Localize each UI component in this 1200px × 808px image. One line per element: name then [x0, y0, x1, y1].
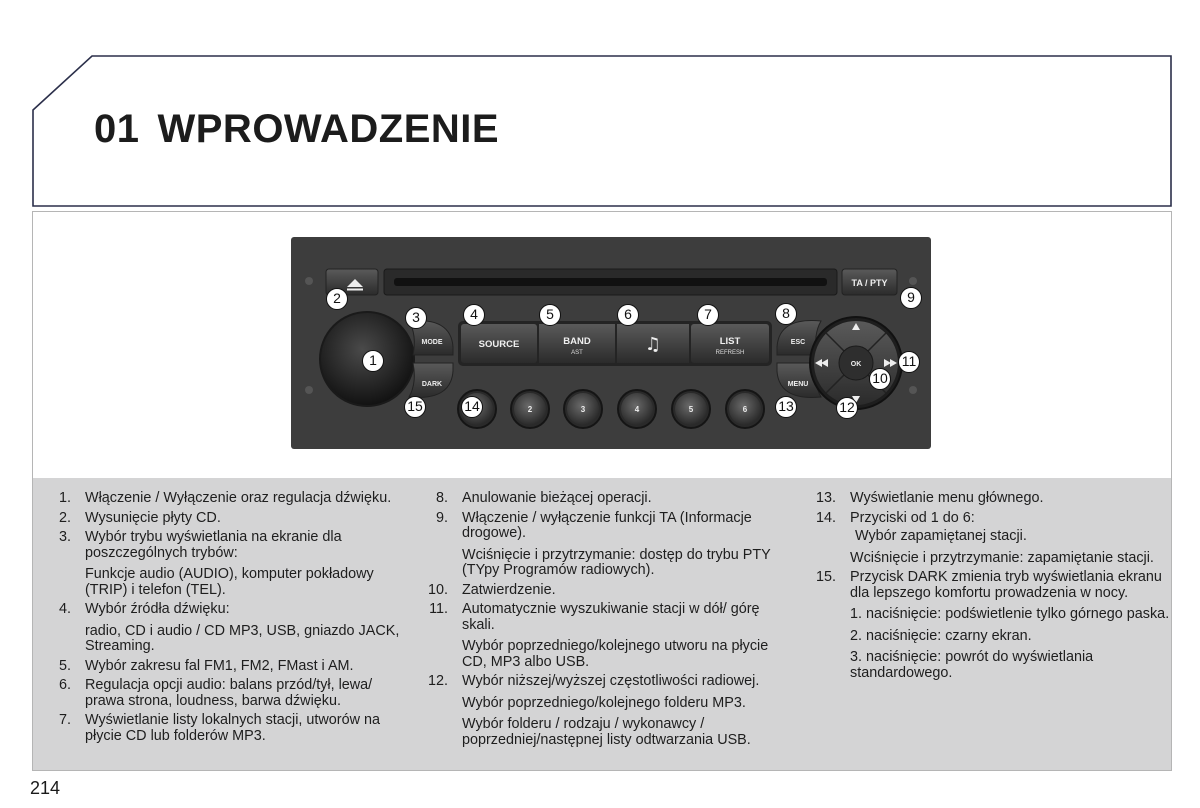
item-subtext: Funkcje audio (AUDIO), komputer pokładowy (TRIP) i telefon (TEL).: [85, 566, 374, 598]
radio-front-panel: [291, 237, 931, 449]
item-text: Włączenie / wyłączenie funkcji TA (Informacje drogowe).: [462, 509, 752, 541]
list-item: [41, 511, 411, 527]
ta-pty-label: TA / PTY: [851, 278, 888, 288]
item-text: Wysunięcie płyty CD.: [85, 509, 221, 526]
item-number: 11.: [429, 601, 448, 617]
preset-2-label: 2: [527, 405, 533, 414]
chapter-title-text: WPROWADZENIE: [157, 107, 500, 151]
menu-label: MENU: [787, 381, 809, 388]
list-item: [806, 570, 1171, 681]
content-panel: [32, 211, 1172, 771]
item-number: 13.: [815, 490, 836, 506]
item-text: Wybór niższej/wyższej częstotliwości radiowej.: [462, 673, 760, 689]
ok-label: OK: [850, 361, 862, 368]
callout-10: 10: [869, 368, 891, 390]
chapter-number: 01: [94, 107, 140, 151]
item-number: 14.: [815, 509, 836, 526]
list-item: [41, 678, 411, 709]
item-text: Zatwierdzenie.: [462, 581, 556, 598]
source-label: SOURCE: [478, 339, 520, 350]
item-number: 2.: [58, 509, 71, 526]
callout-7: 7: [697, 304, 719, 326]
list-item: [41, 713, 411, 744]
item-number: 10.: [427, 581, 448, 598]
callout-12: 12: [836, 397, 858, 419]
item-text: Anulowanie bieżącej operacji.: [462, 490, 652, 506]
list-item: [418, 602, 793, 670]
list-item: [418, 511, 793, 579]
callout-14: 14: [461, 396, 483, 418]
list-item: [418, 674, 793, 748]
esc-label: ESC: [790, 339, 806, 346]
callout-5: 5: [539, 304, 561, 326]
band-sub-label: AST: [571, 350, 583, 356]
list-item: [41, 491, 411, 507]
item-text: Wybór trybu wyświetlania na ekranie dla poszczególnych trybów:: [85, 529, 342, 561]
item-number: 15.: [815, 569, 836, 585]
callout-3: 3: [405, 307, 427, 329]
item-number: 6.: [58, 677, 71, 693]
item-text: Automatycznie wyszukiwanie stacji w dół/ górę skali.: [462, 601, 760, 633]
item-number: 8.: [435, 490, 448, 506]
item-subtext: Wciśnięcie i przytrzymanie: dostęp do trybu PTY (TYpy Programów radiowych).: [462, 546, 771, 578]
callout-15: 15: [404, 396, 426, 418]
list-item: [418, 583, 793, 599]
list-item: [806, 491, 1171, 507]
list-sub-label: REFRESH: [715, 350, 745, 356]
item-text: Wyświetlanie listy lokalnych stacji, utworów na płycie CD lub folderów MP3.: [85, 712, 380, 744]
item-subtext: Wybór folderu / rodzaju / wykonawcy / poprzedniej/następnej listy odtwarzania USB.: [462, 716, 751, 748]
band-label: BAND: [563, 336, 591, 347]
preset-5-label: 5: [688, 405, 694, 414]
item-text: Wybór źródła dźwięku:: [85, 601, 230, 617]
item-subtext: Wciśnięcie i przytrzymanie: zapamiętanie stacji.: [850, 549, 1154, 566]
page-number: 214: [30, 778, 61, 798]
mode-label: MODE: [421, 339, 443, 346]
description-column-3: [806, 491, 1171, 685]
item-subtext: Wybór poprzedniego/kolejnego folderu MP3.: [462, 694, 746, 711]
item-text: Regulacja opcji audio: balans przód/tył, lewa/ prawa strona, loudness, barwa dźwięku.: [85, 677, 373, 709]
preset-6-label: 6: [742, 405, 748, 414]
callout-4: 4: [463, 304, 485, 326]
item-text: Wyświetlanie menu głównego.: [850, 490, 1044, 506]
item-subtext: 3. naciśnięcie: powrót do wyświetlania standardowego.: [850, 649, 1094, 681]
callout-13: 13: [775, 396, 797, 418]
radio-unit: [291, 237, 931, 449]
item-text: Przyciski od 1 do 6:: [850, 509, 975, 526]
item-number: 3.: [58, 529, 71, 545]
item-number: 9.: [435, 509, 448, 526]
item-text: Wybór zakresu fal FM1, FM2, FMast i AM.: [85, 657, 354, 674]
list-item: [41, 659, 411, 675]
callout-6: 6: [617, 304, 639, 326]
list-item: [41, 602, 411, 655]
description-column-1: [41, 491, 411, 748]
chapter-header: [32, 55, 1172, 207]
item-number: 12.: [427, 673, 448, 689]
callout-2: 2: [326, 288, 348, 310]
item-text: Przycisk DARK zmienia tryb wyświetlania ekranu dla lepszego komfortu prowadzenia w nocy.: [850, 569, 1162, 601]
item-subtext: radio, CD i audio / CD MP3, USB, gniazdo JACK, Streaming.: [85, 622, 400, 654]
chapter-title: [94, 107, 499, 152]
item-text: Włączenie / Wyłączenie oraz regulacja dźwięku.: [85, 490, 392, 506]
callout-1: 1: [362, 350, 384, 372]
dark-label: DARK: [421, 381, 443, 388]
list-item: [806, 511, 1171, 567]
item-subtext: Wybór zapamiętanej stacji.: [855, 528, 1027, 544]
item-number: 7.: [58, 712, 71, 728]
list-item: [41, 530, 411, 598]
item-number: 1.: [58, 490, 71, 506]
list-item: [418, 491, 793, 507]
item-subtext: 1. naciśnięcie: podświetlenie tylko górnego paska.: [850, 606, 1170, 622]
list-label: LIST: [719, 336, 741, 347]
item-subtext: Wybór poprzedniego/kolejnego utworu na płycie CD, MP3 albo USB.: [462, 638, 769, 670]
item-number: 5.: [58, 657, 71, 674]
preset-4-label: 4: [634, 405, 640, 414]
description-column-2: [418, 491, 793, 752]
item-number: 4.: [58, 601, 71, 617]
item-subtext: 2. naciśnięcie: czarny ekran.: [850, 627, 1032, 644]
preset-3-label: 3: [580, 405, 586, 414]
callout-11: 11: [898, 351, 920, 373]
music-note-icon: ♫: [644, 334, 662, 355]
callout-8: 8: [775, 303, 797, 325]
callout-9: 9: [900, 287, 922, 309]
